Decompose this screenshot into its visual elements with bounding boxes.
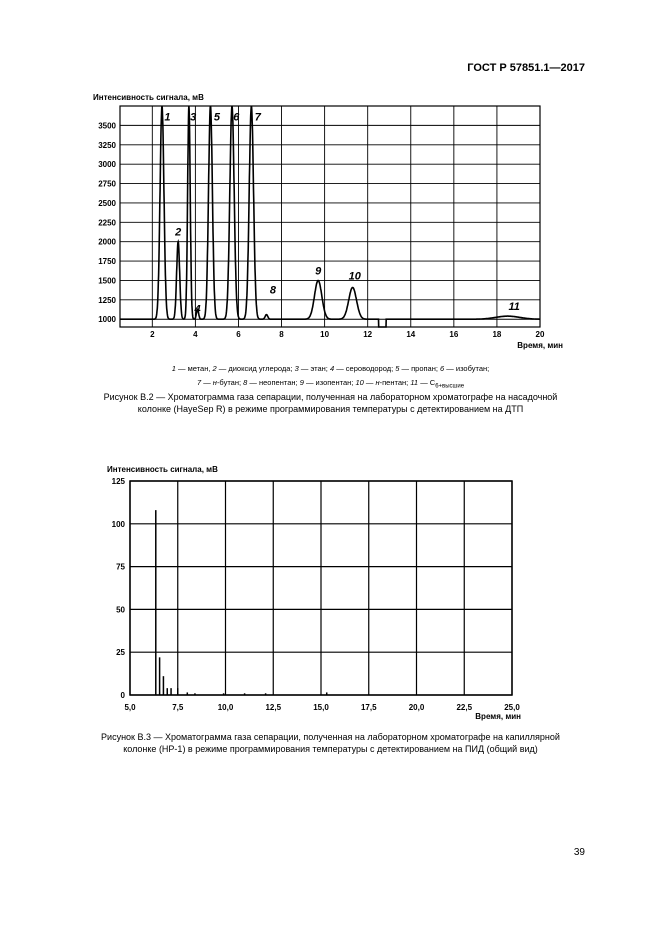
x-tick-label: 8 <box>279 330 284 339</box>
page-number: 39 <box>573 847 585 858</box>
x-axis-label: Время, мин <box>475 712 521 721</box>
y-tick-label: 3500 <box>98 121 116 131</box>
legend-text: — <box>201 378 213 387</box>
x-tick-label: 15,0 <box>313 703 329 712</box>
x-tick-label: 4 <box>193 330 198 339</box>
peak-label: 10 <box>348 270 361 283</box>
x-tick-label: 20,0 <box>408 703 425 712</box>
y-tick-label: 2000 <box>98 237 116 247</box>
legend-number: 7 <box>196 378 202 387</box>
legend-number: 1 <box>171 364 176 373</box>
legend-number: н <box>375 378 380 387</box>
legend-number: 10 <box>355 378 364 387</box>
y-tick-label: 1750 <box>98 257 116 267</box>
legend-text: — пропан; <box>399 364 441 373</box>
legend-number: 6 <box>440 364 445 373</box>
legend-text: — диоксид углерода; <box>216 364 295 373</box>
caption-b2-line2: колонке (HayeSep R) в режиме программирования температуры с детектированием на ДТП <box>137 404 524 414</box>
legend-text: — <box>363 378 376 387</box>
y-tick-label: 0 <box>120 691 125 700</box>
legend-number: 5 <box>395 364 400 373</box>
legend-text: — этан; <box>298 364 330 373</box>
y-tick-label: 100 <box>111 519 125 529</box>
y-tick-label: 1250 <box>98 295 116 305</box>
x-tick-label: 14 <box>406 330 416 339</box>
standard-header: ГОСТ Р 57851.1—2017 <box>467 62 585 74</box>
legend-number: 4 <box>329 364 335 373</box>
signal-trace <box>120 106 540 327</box>
y-tick-label: 2500 <box>98 198 116 208</box>
legend-text: -пентан; <box>379 378 411 387</box>
peak-label: 11 <box>508 300 520 313</box>
legend-b2 <box>60 362 601 394</box>
legend-text: — метан, <box>175 364 213 373</box>
caption-b3-line2: колонке (HP-1) в режиме программирования температуры с детектированием на ПИД (общий вид) <box>123 744 538 754</box>
legend-text: — C <box>418 378 436 387</box>
x-tick-label: 22,5 <box>456 703 473 712</box>
peak-label: 5 <box>213 111 220 124</box>
x-tick-label: 12 <box>363 330 373 339</box>
legend-number: 8 <box>243 378 248 387</box>
y-tick-label: 25 <box>116 648 125 658</box>
legend-line-1 <box>60 362 601 376</box>
peak-label: 4 <box>194 303 201 316</box>
caption-b3-line1: Рисунок В.3 — Хроматограмма газа сепарации, полученная на лабораторном хроматографе на капиллярной <box>101 732 560 742</box>
plot-frame <box>120 106 540 327</box>
x-tick-label: 6 <box>236 330 241 339</box>
legend-number: н <box>212 378 217 387</box>
peak-label: 7 <box>254 111 261 124</box>
x-tick-label: 2 <box>150 330 155 339</box>
y-tick-label: 1500 <box>98 276 116 286</box>
legend-number: 11 <box>410 378 419 387</box>
y-tick-label: 50 <box>116 605 125 615</box>
x-tick-label: 12,5 <box>265 703 282 712</box>
x-tick-label: 18 <box>492 330 502 339</box>
y-tick-label: 2750 <box>98 179 116 189</box>
peak-label: 6 <box>233 111 240 124</box>
y-tick-label: 75 <box>116 562 125 572</box>
caption-b2-line1: Рисунок В.2 — Хроматограмма газа сепарации, полученная на лабораторном хроматографе на насадочной <box>103 392 558 402</box>
caption-b3 <box>40 731 621 755</box>
y-tick-label: 3000 <box>98 160 116 170</box>
x-tick-label: 17,5 <box>360 703 377 712</box>
x-tick-label: 20 <box>535 330 545 339</box>
x-tick-label: 16 <box>449 330 459 339</box>
legend-text: — неопентан; <box>247 378 300 387</box>
y-tick-label: 3250 <box>98 140 116 150</box>
peak-label: 3 <box>190 111 197 124</box>
x-tick-label: 10,0 <box>217 703 234 712</box>
legend-text: -бутан; <box>216 378 244 387</box>
caption-b2 <box>40 391 621 415</box>
y-tick-label: 2250 <box>98 218 116 228</box>
y-tick-label: 125 <box>111 477 125 486</box>
legend-text: — изобутан; <box>444 364 490 373</box>
peak-label: 8 <box>269 284 276 297</box>
plot-frame <box>130 481 512 695</box>
x-axis-label: Время, мин <box>517 341 563 350</box>
x-tick-label: 10 <box>320 330 330 339</box>
legend-subscript: 6+высшие <box>435 383 465 390</box>
legend-number: 3 <box>294 364 299 373</box>
x-tick-label: 7,5 <box>172 703 184 712</box>
peak-label: 2 <box>175 226 182 239</box>
peak-label: 1 <box>164 111 171 124</box>
y-axis-label: Интенсивность сигнала, мВ <box>93 93 204 102</box>
legend-text: — изопентан; <box>303 378 356 387</box>
y-tick-label: 1000 <box>98 315 116 325</box>
legend-number: 9 <box>299 378 304 387</box>
legend-number: 2 <box>212 364 217 373</box>
y-axis-label: Интенсивность сигнала, мВ <box>107 465 218 474</box>
peak-label: 9 <box>315 265 322 278</box>
x-tick-label: 5,0 <box>124 703 136 712</box>
legend-text: — сероводород; <box>334 364 396 373</box>
x-tick-label: 25,0 <box>504 703 520 712</box>
chromatogram-b2 <box>0 0 661 370</box>
